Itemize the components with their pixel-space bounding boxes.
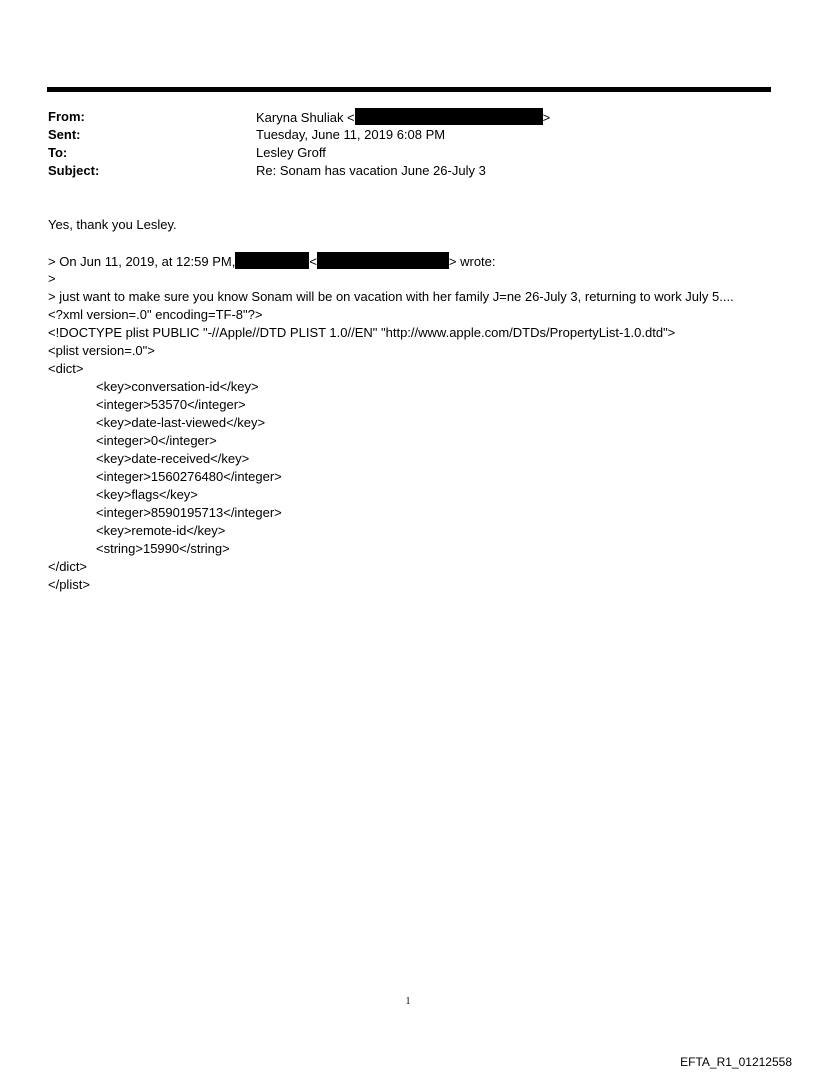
page-number: 1 [405, 996, 411, 1007]
quote-suffix: > wrote: [448, 254, 496, 269]
xml-line: <integer>1560276480</integer> [96, 469, 282, 484]
quote-header [48, 252, 734, 270]
quote-lt: < [309, 254, 317, 269]
subject-row [48, 162, 550, 180]
sent-row [48, 126, 550, 144]
xml-line: <key>date-last-viewed</key> [96, 415, 266, 430]
to-label: To: [48, 145, 68, 160]
sent-value: Tuesday, June 11, 2019 6:08 PM [256, 127, 446, 142]
xml-line: <key>remote-id</key> [96, 523, 226, 538]
redaction-block [317, 252, 449, 269]
xml-line: <key>conversation-id</key> [96, 379, 259, 394]
xml-line: <?xml version=.0" encoding=TF-8"?> [48, 307, 263, 322]
xml-line: </plist> [48, 577, 90, 592]
quote-blank: > [48, 271, 56, 286]
quote-text: > just want to make sure you know Sonam will be on vacation with her family J=ne 26-July 3, returning to work July 5.... [48, 289, 734, 304]
email-header [48, 108, 550, 180]
document-id: EFTA_R1_01212558 [680, 1055, 792, 1069]
xml-line: <dict> [48, 361, 84, 376]
from-row [48, 108, 550, 126]
xml-line: <!DOCTYPE plist PUBLIC "-//Apple//DTD PLIST 1.0//EN" "http://www.apple.com/DTDs/PropertyList-1.0.dtd"> [48, 325, 676, 340]
to-value: Lesley Groff [256, 145, 326, 160]
email-body [48, 216, 734, 594]
xml-line: <plist version=.0"> [48, 343, 155, 358]
xml-line: <integer>53570</integer> [96, 397, 246, 412]
from-close: > [542, 110, 551, 125]
xml-line: <string>15990</string> [96, 541, 230, 556]
xml-line: <integer>8590195713</integer> [96, 505, 282, 520]
xml-line: </dict> [48, 559, 88, 574]
xml-line: <key>date-received</key> [96, 451, 250, 466]
redaction-block [235, 252, 309, 269]
redaction-block [355, 108, 543, 125]
header-rule [47, 87, 771, 92]
reply-text: Yes, thank you Lesley. [48, 217, 177, 232]
from-value [256, 108, 550, 126]
from-label: From: [48, 109, 85, 124]
xml-line: <key>flags</key> [96, 487, 198, 502]
sent-label: Sent: [48, 127, 81, 142]
subject-value: Re: Sonam has vacation June 26-July 3 [256, 163, 486, 178]
to-row [48, 144, 550, 162]
from-name: Karyna Shuliak < [256, 110, 355, 125]
quote-prefix: > On Jun 11, 2019, at 12:59 PM, [48, 254, 236, 269]
subject-label: Subject: [48, 163, 100, 178]
xml-line: <integer>0</integer> [96, 433, 217, 448]
